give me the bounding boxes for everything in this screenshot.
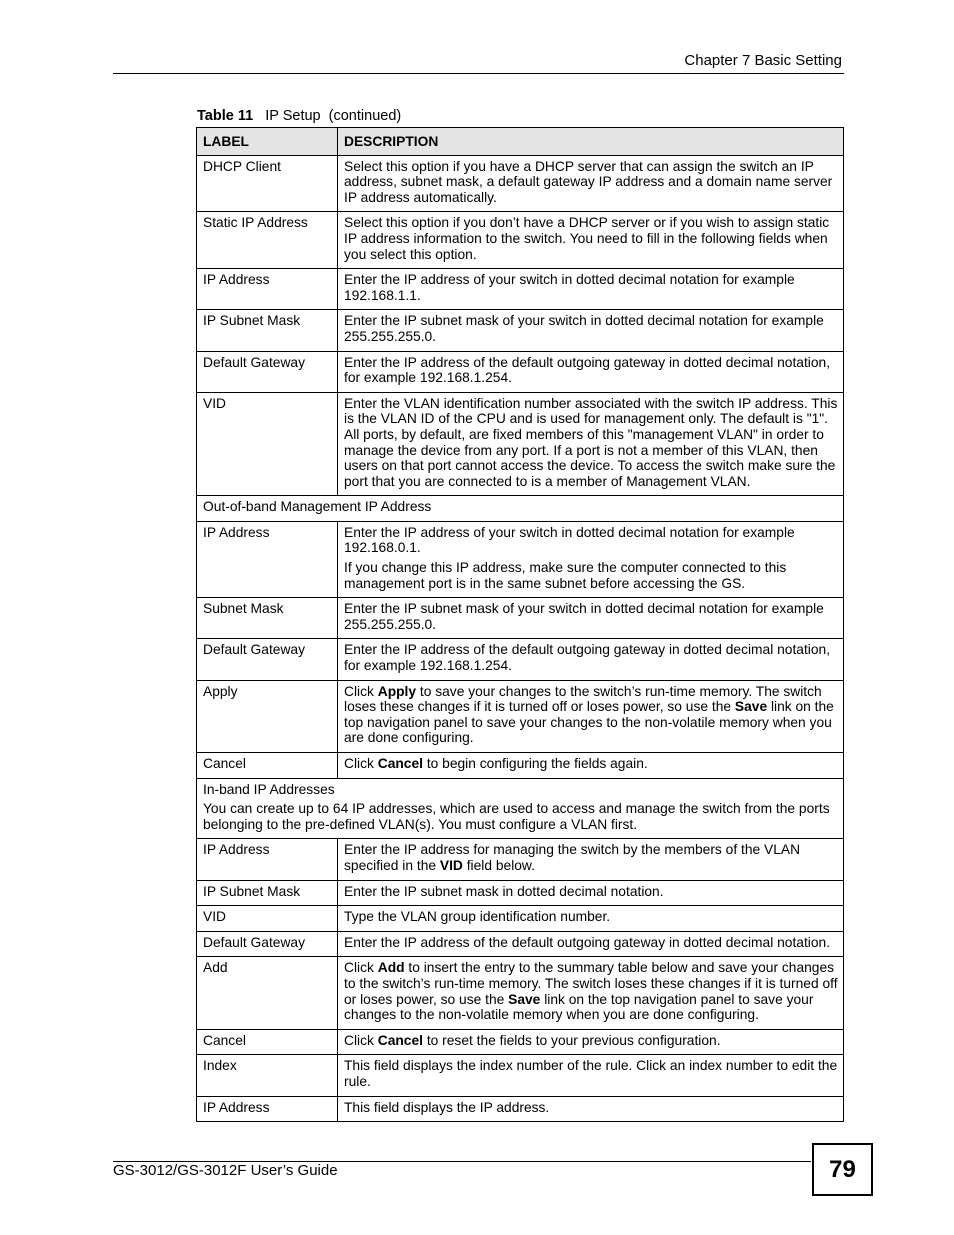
table-row	[197, 392, 844, 496]
row-label: Apply	[197, 680, 338, 752]
table-row	[197, 1096, 844, 1122]
description-column-header: DESCRIPTION	[338, 128, 844, 156]
bold-term: Add	[377, 960, 405, 976]
row-description: Type the VLAN group identification number.	[338, 906, 844, 932]
bold-term: Apply	[377, 683, 417, 699]
table-row	[197, 1055, 844, 1096]
text-run: Click	[344, 683, 378, 699]
table-row	[197, 880, 844, 906]
description-paragraph: If you change this IP address, make sure the computer connected to this management port is in the same subnet before accessing the GS.	[344, 560, 787, 591]
section-note: You can create up to 64 IP addresses, which are used to access and manage the switch from the ports belonging to the pre-defined VLAN(s). You must configure a VLAN first.	[203, 801, 830, 832]
text-run: Enter the IP address for managing the switch by the members of the VLAN specified in the	[344, 842, 801, 873]
row-label: Static IP Address	[197, 212, 338, 269]
row-description: Enter the IP subnet mask of your switch in dotted decimal notation for example 255.255.255.0.	[338, 310, 844, 351]
bold-term: Cancel	[377, 1032, 423, 1048]
row-label: IP Subnet Mask	[197, 310, 338, 351]
row-label: Default Gateway	[197, 931, 338, 957]
row-description: Enter the IP address of the default outgoing gateway in dotted decimal notation.	[338, 931, 844, 957]
text-run: link on the top navigation panel to save your changes to the non-volatile memory when you are done configuring.	[344, 991, 814, 1023]
table-row	[197, 957, 844, 1029]
text-run: to insert the entry to the summary table below and save your changes to the switch’s run-time memory. The switch loses these changes if it is turned off or loses power, so use the	[344, 960, 838, 1007]
row-description: Enter the IP subnet mask in dotted decimal notation.	[338, 880, 844, 906]
section-row	[197, 496, 844, 522]
bold-term: Save	[508, 991, 541, 1007]
description-paragraph: Enter the IP address of your switch in dotted decimal notation for example 192.168.0.1.	[344, 524, 795, 556]
row-label: DHCP Client	[197, 155, 338, 212]
table-row	[197, 598, 844, 639]
table-row	[197, 521, 844, 597]
row-description: Enter the IP address of your switch in dotted decimal notation for example 192.168.1.1.	[338, 269, 844, 310]
row-label: Index	[197, 1055, 338, 1096]
row-description	[338, 753, 844, 779]
table-row	[197, 639, 844, 680]
ip-setup-table	[196, 127, 844, 1122]
row-label: IP Address	[197, 839, 338, 880]
row-description: Enter the VLAN identification number associated with the switch IP address. This is the VLAN ID of the CPU and is used for management only. The default is "1". All ports, by default, are fixed members of this "management VLAN" in order to manage the device from any port. If a port is not a member of this VLAN, then users on that port cannot access the device. To access the switch make sure the port that you are connected to is a member of Management VLAN.	[338, 392, 844, 496]
page-number: 79	[812, 1143, 873, 1196]
row-description: Select this option if you don’t have a DHCP server or if you wish to assign static IP address information to the switch. You need to fill in the following fields when you select this option.	[338, 212, 844, 269]
row-description	[338, 680, 844, 752]
row-description: This field displays the IP address.	[338, 1096, 844, 1122]
row-label: IP Subnet Mask	[197, 880, 338, 906]
table-row	[197, 212, 844, 269]
row-description: Enter the IP address of the default outgoing gateway in dotted decimal notation, for example 192.168.1.254.	[338, 639, 844, 680]
row-label: IP Address	[197, 521, 338, 597]
table-body	[197, 155, 844, 1122]
row-label: VID	[197, 392, 338, 496]
row-description	[338, 839, 844, 880]
guide-title: GS-3012/GS-3012F User’s Guide	[113, 1162, 338, 1179]
table-row	[197, 680, 844, 752]
table-row	[197, 269, 844, 310]
table-row	[197, 753, 844, 779]
text-run: to save your changes to the switch’s run-time memory. The switch loses these changes if it is turned off or loses power, so use the	[344, 683, 822, 715]
table-row	[197, 839, 844, 880]
running-header: Chapter 7 Basic Setting	[684, 52, 842, 69]
row-label: IP Address	[197, 1096, 338, 1122]
text-run: link on the top navigation panel to save your changes to the non-volatile memory when you are done configuring.	[344, 699, 834, 746]
table-title: IP Setup (continued)	[265, 108, 402, 124]
row-label: Add	[197, 957, 338, 1029]
section-row	[197, 778, 844, 839]
table-row	[197, 1029, 844, 1055]
row-label: Default Gateway	[197, 351, 338, 392]
row-label: Cancel	[197, 753, 338, 779]
header-rule	[113, 73, 844, 74]
row-description	[338, 521, 844, 597]
text-run: to begin configuring the fields again.	[422, 756, 648, 771]
row-description: Select this option if you have a DHCP server that can assign the switch an IP address, subnet mask, a default gateway IP address and a domain name server IP address automatically.	[338, 155, 844, 212]
text-run: Click	[344, 1032, 378, 1048]
table-row	[197, 310, 844, 351]
row-label: Subnet Mask	[197, 598, 338, 639]
table-header-row	[197, 128, 844, 156]
table-number: Table 11	[197, 108, 254, 124]
row-description: This field displays the index number of the rule. Click an index number to edit the rule.	[338, 1055, 844, 1096]
text-run: field below.	[462, 857, 535, 873]
row-label: VID	[197, 906, 338, 932]
table-row	[197, 155, 844, 212]
bold-term: Cancel	[377, 756, 423, 771]
text-run: to reset the fields to your previous configuration.	[422, 1032, 721, 1048]
row-description: Enter the IP address of the default outgoing gateway in dotted decimal notation, for example 192.168.1.254.	[338, 351, 844, 392]
table-row	[197, 351, 844, 392]
row-description	[338, 957, 844, 1029]
section-title: In-band IP Addresses	[203, 781, 335, 797]
bold-term: VID	[439, 857, 463, 873]
row-description: Enter the IP subnet mask of your switch in dotted decimal notation for example 255.255.255.0.	[338, 598, 844, 639]
table-caption	[197, 108, 401, 124]
row-label: Default Gateway	[197, 639, 338, 680]
table-row	[197, 906, 844, 932]
row-label: IP Address	[197, 269, 338, 310]
section-heading: Out-of-band Management IP Address	[197, 496, 844, 522]
label-column-header: LABEL	[197, 128, 338, 156]
text-run: Click	[344, 960, 378, 976]
row-description	[338, 1029, 844, 1055]
row-label: Cancel	[197, 1029, 338, 1055]
section-heading	[197, 778, 844, 839]
table-row	[197, 931, 844, 957]
bold-term: Save	[734, 699, 768, 715]
text-run: Click	[344, 756, 378, 771]
